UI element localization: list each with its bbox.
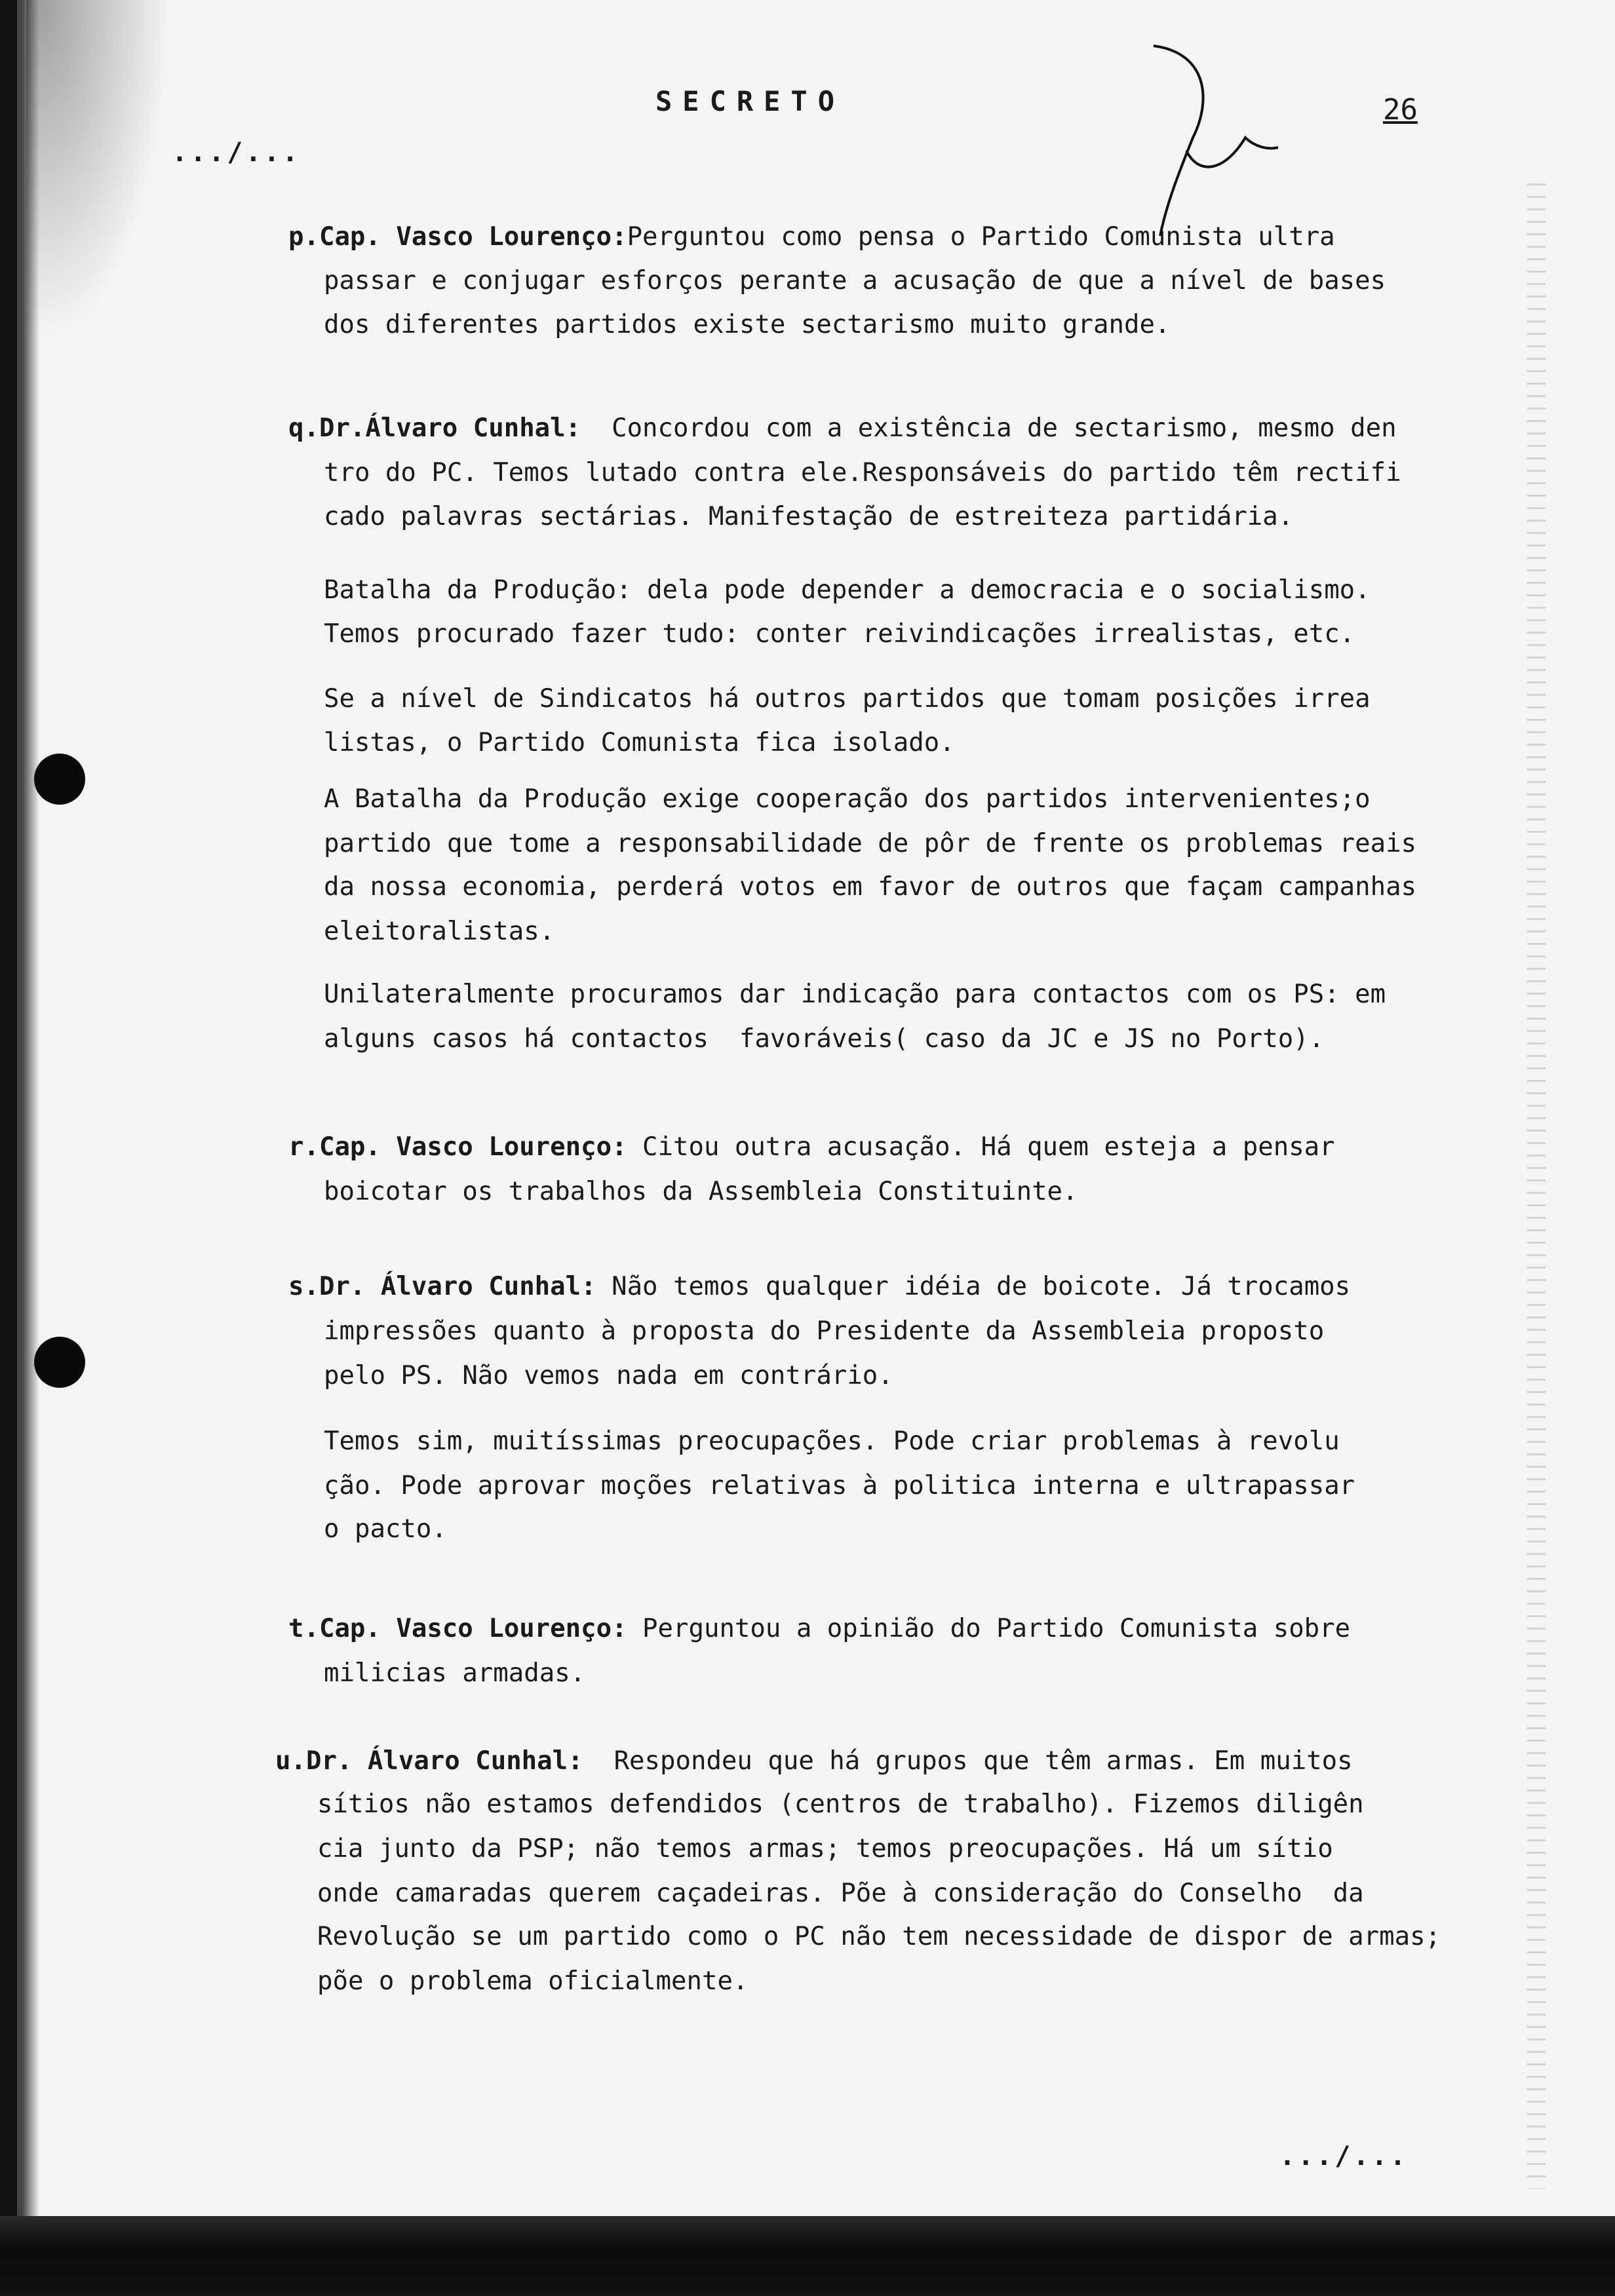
line-text: Não temos qualquer idéia de boicote. Já trocamos [596,1272,1351,1301]
line-text: eleitoralistas. [324,917,555,946]
line-text: Citou outra acusação. Há quem esteja a pensar [627,1132,1335,1162]
line-text: põe o problema oficialmente. [317,1966,749,1996]
text-line [324,457,1401,489]
text-line [324,1470,1355,1502]
text-line [317,1789,1364,1820]
text-line [324,1360,893,1392]
line-text: listas, o Partido Comunista fica isolado. [324,728,955,757]
line-text: ção. Pode aprovar moções relativas à politica interna e ultrapassar [324,1471,1355,1501]
text-line [324,1316,1324,1347]
text-line [324,1658,585,1689]
line-text: sítios não estamos defendidos (centros de trabalho). Fizemos diligên [317,1789,1364,1819]
text-line [324,501,1293,533]
text-line [324,784,1371,815]
line-text: boicotar os trabalhos da Assembleia Constituinte. [324,1177,1078,1206]
speaker-label: p.Cap. Vasco Lourenço: [288,222,627,252]
text-line [324,265,1386,297]
scan-left-edge [0,0,39,2296]
line-text: Perguntou a opinião do Partido Comunista sobre [627,1614,1351,1643]
line-text: Respondeu que há grupos que têm armas. Em muitos [583,1746,1353,1776]
text-line [317,1833,1333,1865]
line-text: cia junto da PSP; não temos armas; temos preocupações. Há um sítio [317,1834,1333,1864]
line-text: passar e conjugar esforços perante a acusação de que a nível de bases [324,266,1386,296]
text-line [324,1514,447,1545]
speaker-label: s.Dr. Álvaro Cunhal: [288,1272,596,1301]
text-line [317,1921,1441,1953]
line-text: Temos procurado fazer tudo: conter reivindicações irrealistas, etc. [324,619,1355,649]
line-text: Revolução se um partido como o PC não tem necessidade de dispor de armas; [317,1922,1441,1951]
line-text: impressões quanto à proposta do Presidente da Assembleia proposto [324,1316,1325,1346]
text-line [324,309,1170,341]
text-line [324,1024,1324,1055]
line-text: dos diferentes partidos existe sectarismo muito grande. [324,310,1171,339]
text-line [288,1613,1350,1645]
text-line [324,828,1416,860]
line-text: alguns casos há contactos favoráveis( caso da JC e JS no Porto). [324,1024,1325,1054]
line-text: milicias armadas. [324,1658,586,1688]
text-line [324,575,1371,606]
text-line [324,871,1416,903]
text-line [324,1176,1078,1208]
scan-right-speckle [1527,183,1546,2189]
page-number: 26 [1383,93,1418,126]
continuation-mark-bottom: .../... [1279,2141,1409,2172]
speaker-label: r.Cap. Vasco Lourenço: [288,1132,627,1162]
classification-label: SECRETO [655,85,846,117]
text-line [324,1426,1340,1457]
line-text: pelo PS. Não vemos nada em contrário. [324,1361,893,1390]
text-line [317,1966,748,1997]
text-line [288,1132,1335,1163]
line-text: Concordou com a existência de sectarismo, mesmo den [581,413,1397,443]
line-text: o pacto. [324,1514,447,1544]
scan-smudge [26,0,170,341]
line-text: partido que tome a responsabilidade de pôr de frente os problemas reais [324,829,1417,858]
line-text: Temos sim, muitíssimas preocupações. Pode criar problemas à revolu [324,1426,1340,1456]
line-text: Batalha da Produção: dela pode depender a democracia e o socialismo. [324,575,1371,605]
line-text: Perguntou como pensa o Partido Comunista ultra [627,222,1335,252]
continuation-mark-top: .../... [172,138,301,168]
line-text: A Batalha da Produção exige cooperação dos partidos intervenientes;o [324,784,1371,814]
text-line [324,727,955,759]
line-text: da nossa economia, perderá votos em favor de outros que façam campanhas [324,872,1417,902]
text-line [324,916,555,947]
text-line [324,979,1386,1010]
speaker-label: q.Dr.Álvaro Cunhal: [288,413,581,443]
speaker-label: u.Dr. Álvaro Cunhal: [275,1746,583,1776]
line-text: cado palavras sectárias. Manifestação de estreiteza partidária. [324,502,1294,531]
text-line [317,1878,1364,1909]
text-line [324,619,1355,650]
speaker-label: t.Cap. Vasco Lourenço: [288,1614,627,1643]
text-line [324,683,1371,715]
line-text: tro do PC. Temos lutado contra ele.Responsáveis do partido têm rectifi [324,458,1401,488]
text-line [275,1746,1353,1777]
scan-bottom-bar [0,2216,1615,2296]
line-text: Unilateralmente procuramos dar indicação para contactos com os PS: em [324,980,1386,1009]
handwritten-signature [1114,39,1324,249]
punch-hole [34,1337,85,1388]
text-line [288,221,1335,253]
line-text: onde camaradas querem caçadeiras. Põe à consideração do Conselho da [317,1879,1364,1908]
punch-hole [34,754,85,805]
text-line [288,413,1397,444]
text-line [288,1271,1350,1303]
line-text: Se a nível de Sindicatos há outros partidos que tomam posições irrea [324,684,1371,714]
